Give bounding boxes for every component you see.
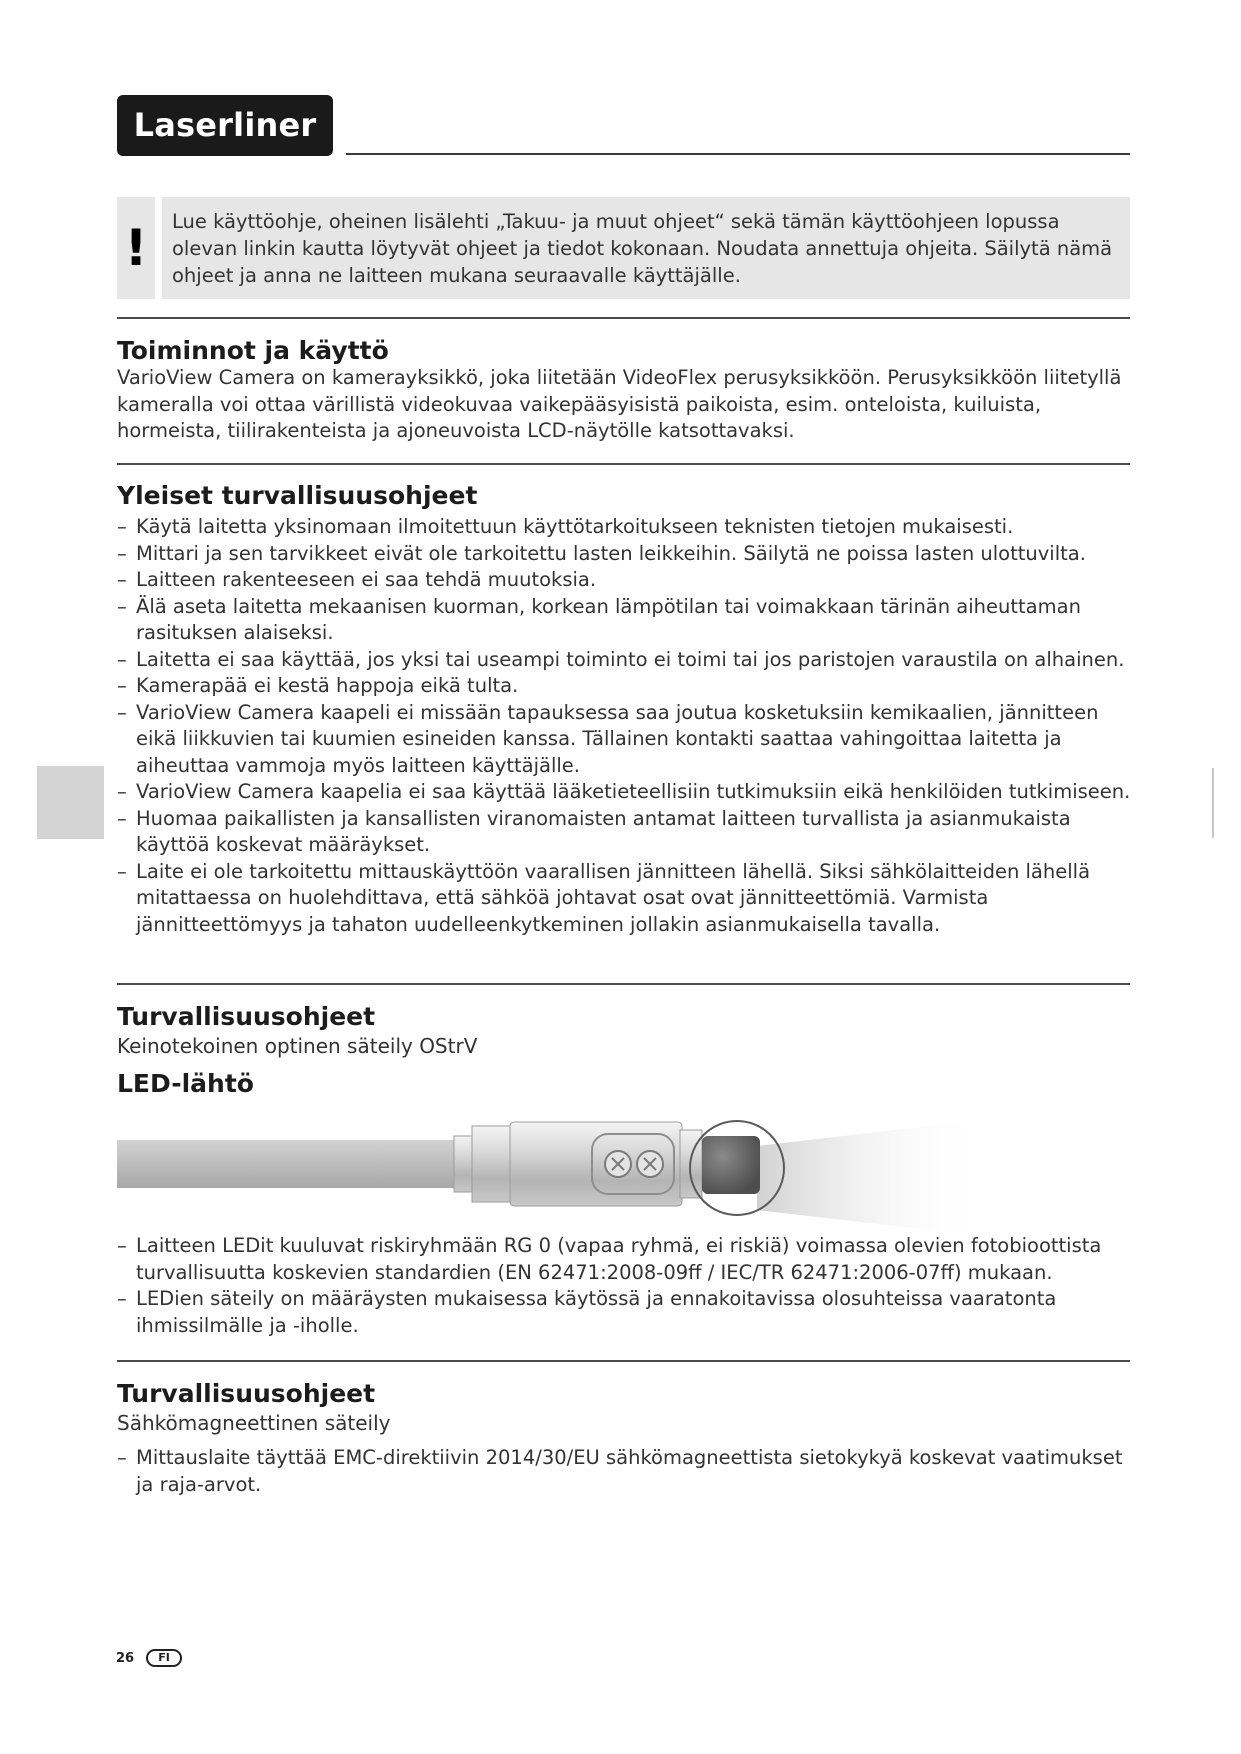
list-dash: – xyxy=(117,1446,127,1469)
page-edge-mark xyxy=(1212,768,1214,838)
list-dash: – xyxy=(117,806,127,830)
led-title: LED-lähtö xyxy=(117,1069,254,1098)
emc-safety-subtitle: Sähkömagneettinen säteily xyxy=(117,1411,391,1435)
general-safety-list xyxy=(117,514,1137,938)
list-item: – Laitteen rakenteeseen ei saa tehdä muutoksia. xyxy=(117,567,1137,594)
language-badge: FI xyxy=(146,1649,182,1667)
list-item: – Kamerapää ei kestä happoja eikä tulta. xyxy=(117,673,1137,700)
list-item: – VarioView Camera kaapeli ei missään tapauksessa saa joutua kosketuksiin kemikaalien, jännitteen eikä liikkuvien tai kuumien esineiden kanssa. Tällainen kontakti saattaa vahingoittaa laitetta ja aiheuttaa vammoja myös laitteen käyttäjälle. xyxy=(117,700,1099,777)
light-beam xyxy=(757,1120,982,1236)
list-item: – LEDien säteily on määräysten mukaisessa käytössä ja ennakoitavissa olosuhteissa vaaratonta ihmissilmälle ja -iholle. xyxy=(117,1287,1057,1337)
functions-text: VarioView Camera on kamerayksikkö, joka liitetään VideoFlex perusyksikköön. Perusyksikköön liitetyllä kameralla voi ottaa värillistä videokuvaa vaikepääsyisistä paikoista, esim. onteloista, kuiluista, hormeista, tiilirakenteista ja ajoneuvoista LCD-näytölle katsottavaksi. xyxy=(117,366,1122,442)
emc-safety-list xyxy=(117,1445,1137,1498)
page-number: 26 xyxy=(116,1651,135,1666)
list-dash: – xyxy=(117,780,127,803)
list-item: – Laitetta ei saa käyttää, jos yksi tai useampi toiminto ei toimi tai jos paristojen varaustila on alhainen. xyxy=(117,647,1137,674)
list-item: – Älä aseta laitetta mekaanisen kuorman, korkean lämpötilan tai voimakkaan tärinän aiheuttaman rasituksen alaiseksi. xyxy=(117,594,1081,644)
brand-logo: Laserliner xyxy=(117,95,333,156)
camera-head-illustration xyxy=(117,1118,987,1238)
optical-safety-list xyxy=(117,1233,1137,1339)
list-dash: – xyxy=(117,541,127,565)
list-item: – Käytä laitetta yksinomaan ilmoitettuun käyttötarkoitukseen teknisten tietojen mukaisesti. xyxy=(117,514,1137,541)
header-divider xyxy=(346,153,1130,155)
list-dash: – xyxy=(117,1234,127,1257)
list-dash: – xyxy=(117,674,127,697)
list-item: – Mittari ja sen tarvikkeet eivät ole tarkoitettu lasten leikkeihin. Säilytä ne poissa lasten ulottuvilta. xyxy=(117,541,1137,568)
notice-text: Lue käyttöohje, oheinen lisälehti „Takuu- ja muut ohjeet“ sekä tämän käyttöohjeen lopussa olevan linkin kautta löytyvät ohjeet ja tiedot kokonaan. Noudata annettuja ohjeita. Säilytä nämä ohjeet ja anna ne laitteen mukana seuraavalle käyttäjälle. xyxy=(162,197,1130,299)
warning-icon: ! xyxy=(117,197,155,299)
list-dash: – xyxy=(117,859,127,883)
list-dash: – xyxy=(117,647,127,671)
section-divider xyxy=(117,317,1130,319)
list-item: – Laitteen LEDit kuuluvat riskiryhmään RG 0 (vapaa ryhmä, ei riskiä) voimassa olevien fotobioottista turvallisuutta koskevien standardien (EN 62471:2008-09ff / IEC/TR 62471:2006-07ff) mukaan. xyxy=(117,1234,1102,1284)
list-item: – Laite ei ole tarkoitettu mittauskäyttöön vaarallisen jännitteen lähellä. Siksi sähkölaitteiden lähellä mitattaessa on huolehdittava, että sähköä johtavat osat ovat jännitteettömiä. Varmista jännitteettömyys ja tahaton uudelleenkytkeminen jollakin asianmukaisella tavalla. xyxy=(117,859,1091,936)
section-divider xyxy=(117,1360,1130,1362)
list-dash: – xyxy=(117,1287,127,1310)
section-divider xyxy=(117,463,1130,465)
list-item: – Huomaa paikallisten ja kansallisten viranomaisten antamat laitteen turvallista ja asianmukaista käyttöä koskevat määräykset. xyxy=(117,806,1071,856)
list-dash: – xyxy=(117,594,127,618)
chapter-tab-marker xyxy=(37,766,104,839)
list-dash: – xyxy=(117,700,127,724)
list-dash: – xyxy=(117,515,127,538)
optical-safety-subtitle: Keinotekoinen optinen säteily OStrV xyxy=(117,1034,478,1058)
section-title-optical-safety: Turvallisuusohjeet xyxy=(117,1002,376,1031)
section-divider xyxy=(117,983,1130,985)
section-title-general-safety: Yleiset turvallisuusohjeet xyxy=(117,481,478,510)
section-title-emc-safety: Turvallisuusohjeet xyxy=(117,1379,376,1408)
led-lens xyxy=(702,1136,760,1194)
list-item: – VarioView Camera kaapelia ei saa käyttää lääketieteellisiin tutkimuksiin eikä henkilöiden tutkimiseen. xyxy=(117,779,1137,806)
list-dash: – xyxy=(117,568,127,591)
list-item: – Mittauslaite täyttää EMC-direktiivin 2014/30/EU sähkömagneettista sietokykyä koskevat vaatimukset ja raja-arvot. xyxy=(117,1446,1123,1496)
section-title-functions: Toiminnot ja käyttö xyxy=(117,336,389,365)
cable xyxy=(117,1140,462,1188)
